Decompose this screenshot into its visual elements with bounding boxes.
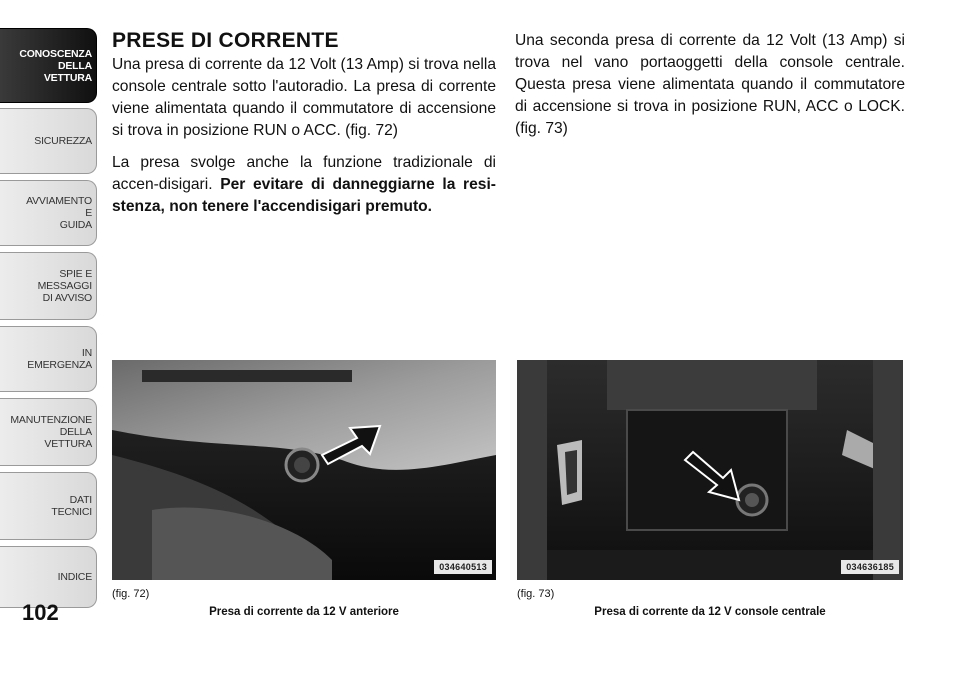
figure-code: 034636185 [841, 560, 899, 574]
figure-code: 034640513 [434, 560, 492, 574]
tab-spie-e-messaggi[interactable] [0, 252, 97, 320]
tab-avviamento-e-guida[interactable] [0, 180, 97, 246]
figure-caption: Presa di corrente da 12 V anteriore [209, 606, 399, 618]
paragraph-power-outlet-console: Una seconda presa di corrente da 12 Volt (13 Amp) si trova nel vano portaoggetti della console centrale. Questa presa viene alimentata quando il commutatore di accensione si trova in posizione RUN, ACC o LOCK. (fig. 73) [515, 32, 905, 137]
paragraph-text: La presa svolge anche la funzione tradizionale di accen-disigari. [112, 154, 496, 193]
paragraph-power-outlet-front: Una presa di corrente da 12 Volt (13 Amp) si trova nella console centrale sotto l'autoradio. La presa di corrente viene alimentata quando il commutatore di accensione si trova in posizione RUN o ACC. (fig. 72) [112, 56, 496, 139]
figure-ref: (fig. 73) [517, 588, 555, 600]
tab-label: INDICE [57, 571, 92, 583]
right-text-column [515, 30, 905, 140]
section-title: PRESE DI CORRENTE [112, 29, 339, 52]
warning-text: Per evitare di danneggiarne la resi-stenza, non tenere l'accendisigari premuto. [112, 176, 496, 215]
front-outlet-photo [112, 360, 496, 580]
tab-conoscenza-della-vettura[interactable] [0, 28, 97, 103]
tab-dati-tecnici[interactable] [0, 472, 97, 540]
tab-label: AVVIAMENTO E GUIDA [26, 195, 92, 231]
tab-label: CONOSCENZA DELLA VETTURA [19, 47, 92, 84]
figure-front-power-outlet [112, 360, 496, 580]
tab-manutenzione[interactable] [0, 398, 97, 466]
chapter-sidebar [0, 0, 97, 600]
page-number: 102 [22, 600, 59, 625]
tab-label: SPIE E MESSAGGI DI AVVISO [37, 268, 92, 304]
tab-sicurezza[interactable] [0, 108, 97, 174]
tab-label: IN EMERGENZA [27, 347, 92, 371]
tab-label: SICUREZZA [34, 135, 92, 147]
console-outlet-photo [517, 360, 903, 580]
tab-in-emergenza[interactable] [0, 326, 97, 392]
tab-label: MANUTENZIONE DELLA VETTURA [10, 414, 92, 450]
tab-indice[interactable] [0, 546, 97, 608]
figure-caption: Presa di corrente da 12 V console centrale [594, 606, 826, 618]
left-text-column [112, 28, 496, 218]
tab-label: DATI TECNICI [51, 494, 92, 518]
paragraph-cigar-lighter [112, 152, 496, 218]
figure-ref: (fig. 72) [112, 588, 150, 600]
figure-console-power-outlet [517, 360, 903, 580]
